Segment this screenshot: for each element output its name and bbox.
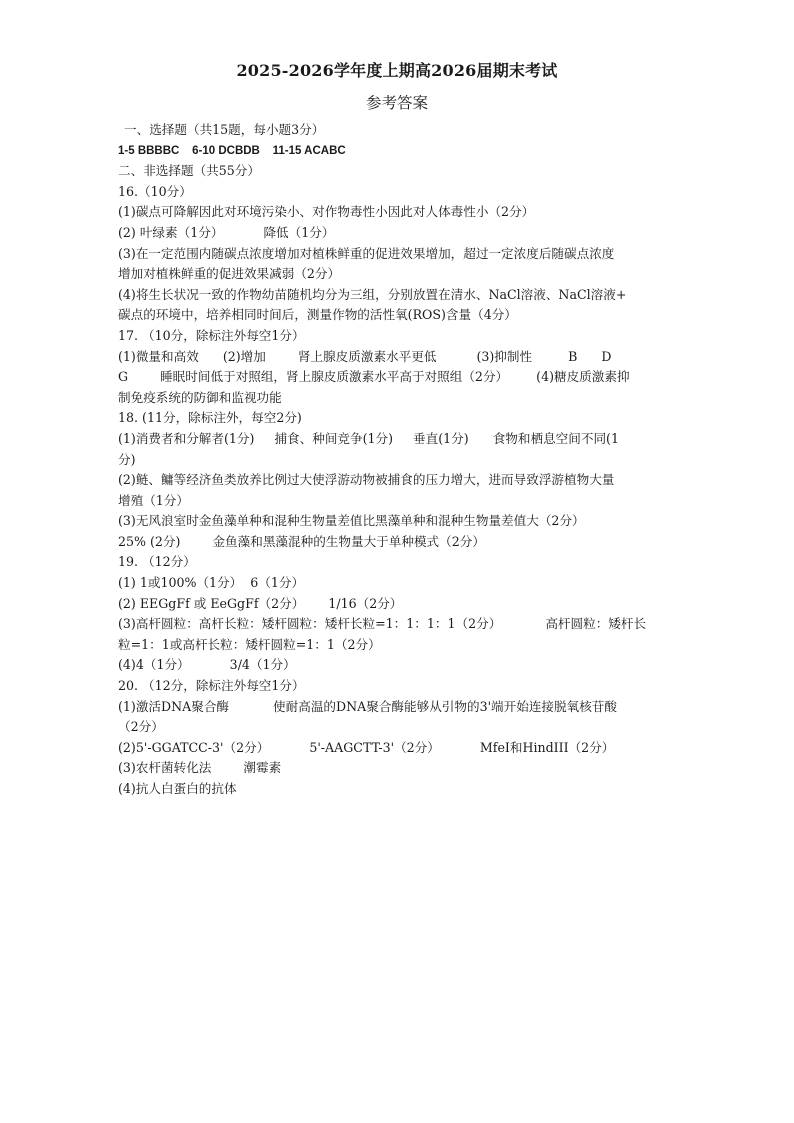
document-title: 2025-2026学年度上期高2026届期末考试	[236, 61, 558, 80]
choice-answers: 1-5 BBBBC 6-10 DCBDB 11-15 ACABC	[118, 144, 346, 157]
answer-line: (1)碳点可降解因此对环境污染小、对作物毒性小因此对人体毒性小（2分）	[118, 204, 535, 220]
answer-line: (3)在一定范围内随碳点浓度增加对植株鲜重的促进效果增加，超过一定浓度后随碳点浓度	[118, 245, 615, 261]
answer-line: （2分）	[118, 719, 164, 735]
answer-line: 分)	[118, 451, 136, 467]
section-heading-choice: 一、选择题（共15题，每小题3分）	[124, 122, 325, 137]
answer-line: 碳点的环境中，培养相同时间后，测量作物的活性氧(ROS)含量（4分）	[118, 307, 517, 323]
answer-line: (1)激活DNA聚合酶 使耐高温的DNA聚合酶能够从引物的3'端开始连接脱氧核苷酸	[118, 698, 617, 714]
answer-line: G 睡眠时间低于对照组，肾上腺皮质激素水平高于对照组（2分） (4)糖皮质激素抑	[118, 369, 630, 385]
answer-line: 粒=1：1或高杆长粒：矮杆圆粒=1：1（2分）	[118, 636, 381, 652]
answer-line: 制免疫系统的防御和监视功能	[118, 389, 282, 405]
answer-line: 增加对植株鲜重的促进效果减弱（2分）	[118, 266, 341, 282]
answer-line: (2) 叶绿素（1分） 降低（1分）	[118, 224, 335, 240]
question-17-heading: 17. （10分，除标注外每空1分）	[118, 327, 305, 343]
answer-line: (4)将生长状况一致的作物幼苗随机均分为三组，分别放置在清水、NaCl溶液、NaCl溶液+	[118, 286, 627, 302]
answer-line: (4)抗人白蛋白的抗体	[118, 781, 237, 796]
answer-line: (4)4（1分） 3/4（1分）	[118, 657, 296, 673]
question-16-heading: 16.（10分）	[118, 183, 192, 199]
question-18-heading: 18. (11分，除标注外，每空2分)	[118, 410, 302, 426]
answer-line: 25% (2分) 金鱼藻和黑藻混种的生物量大于单种模式（2分）	[118, 533, 485, 549]
answer-line: (2) EEGgFf 或 EeGgFf（2分） 1/16（2分）	[118, 595, 403, 611]
answer-line: (2)鲢、鳙等经济鱼类放养比例过大使浮游动物被捕食的压力增大，进而导致浮游植物大量	[118, 472, 615, 488]
section-heading-nonchoice: 二、非选择题（共55分）	[118, 163, 260, 179]
answer-line: (3)无风浪室时金鱼藻单种和混种生物量差值比黑藻单种和混种生物量差值大（2分）	[118, 513, 585, 529]
answer-line: (3)农杆菌转化法 潮霉素	[118, 760, 282, 776]
answer-line: (2)5'-GGATCC-3'（2分） 5'-AAGCTT-3'（2分） MfeI和HindIII（2分）	[118, 739, 615, 755]
answer-line: (3)高杆圆粒：高杆长粒：矮杆圆粒：矮杆长粒=1：1：1：1（2分） 高杆圆粒：矮杆长	[118, 616, 647, 632]
question-19-heading: 19. （12分）	[118, 554, 196, 570]
document-subtitle: 参考答案	[365, 94, 428, 112]
answer-line: (1) 1或100%（1分） 6（1分）	[118, 575, 305, 591]
answer-body	[118, 120, 678, 800]
question-20-heading: 20. （12分，除标注外每空1分）	[118, 678, 305, 694]
answer-line: (1)消费者和分解者(1分) 捕食、种间竞争(1分) 垂直(1分) 食物和栖息空间不同(1	[118, 430, 619, 446]
answer-line: 增殖（1分）	[118, 492, 189, 508]
answer-line: (1)微量和高效 (2)增加 肾上腺皮质激素水平更低 (3)抑制性 B D	[118, 348, 612, 364]
